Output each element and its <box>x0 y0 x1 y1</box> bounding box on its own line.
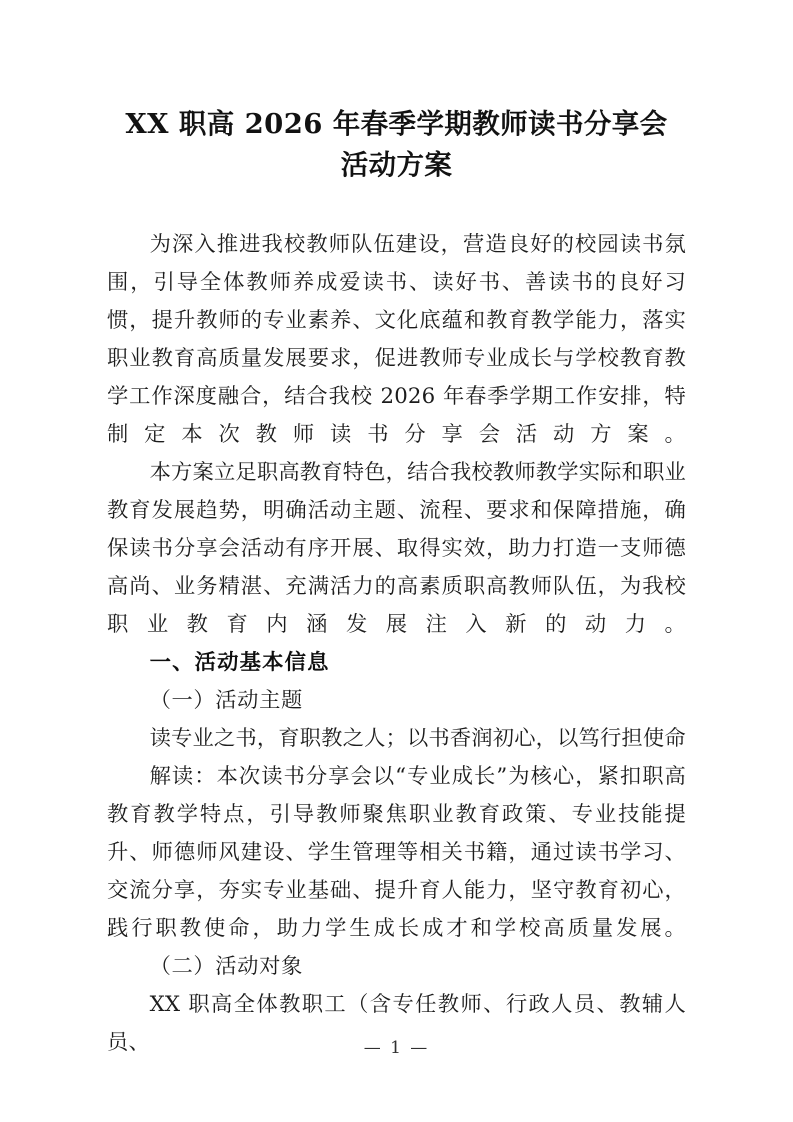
page-title-line-1: XX 职高 2026 年春季学期教师读书分享会 <box>125 108 668 140</box>
page-title <box>107 104 686 186</box>
paragraph-theme-explanation: 解读：本次读书分享会以“专业成长”为核心，紧扣职高教育教学特点，引导教师聚焦职业教育政策、专业技能提升、师德师风建设、学生管理等相关书籍，通过读书学习、交流分享，夯实专业基础、提升育人能力，坚守教育初心，践行职教使命，助力学生成长成才和学校高质量发展。 <box>107 764 686 941</box>
section-heading-activity-basic-info: 一、活动基本信息 <box>149 650 330 675</box>
subsection-heading-activity-audience: （二）活动对象 <box>149 954 303 979</box>
paragraph-intro-2: 本方案立足职高教育特色，结合我校教师教学实际和职业教育发展趋势，明确活动主题、流程、要求和保障措施，确保读书分享会活动有序开展、取得实效，助力打造一支师德高尚、业务精湛、充满活力的高素质职高教师队伍，为我校职业教育内涵发展注入新的动力。 <box>107 460 686 637</box>
page-title-line-2: 活动方案 <box>340 149 453 181</box>
title-spacer <box>107 186 686 226</box>
paragraph-activity-audience: XX 职高全体教职工（含专任教师、行政人员、教辅人员、 <box>107 992 686 1055</box>
document-body <box>107 104 686 1062</box>
subsection-heading-activity-theme: （一）活动主题 <box>149 688 303 713</box>
paragraph-intro-1: 为深入推进我校教师队伍建设，营造良好的校园读书氛围，引导全体教师养成爱读书、读好书、善读书的良好习惯，提升教师的专业素养、文化底蕴和教育教学能力，落实职业教育高质量发展要求，促进教师专业成长与学校教育教学工作深度融合，结合我校 2026 年春季学期工作安排，特制定本次教师读书分享会活动方案。 <box>107 232 686 447</box>
page-number-footer: — 1 — <box>363 1038 430 1058</box>
paragraph-activity-theme: 读专业之书，育职教之人；以书香润初心，以笃行担使命 <box>149 726 686 751</box>
